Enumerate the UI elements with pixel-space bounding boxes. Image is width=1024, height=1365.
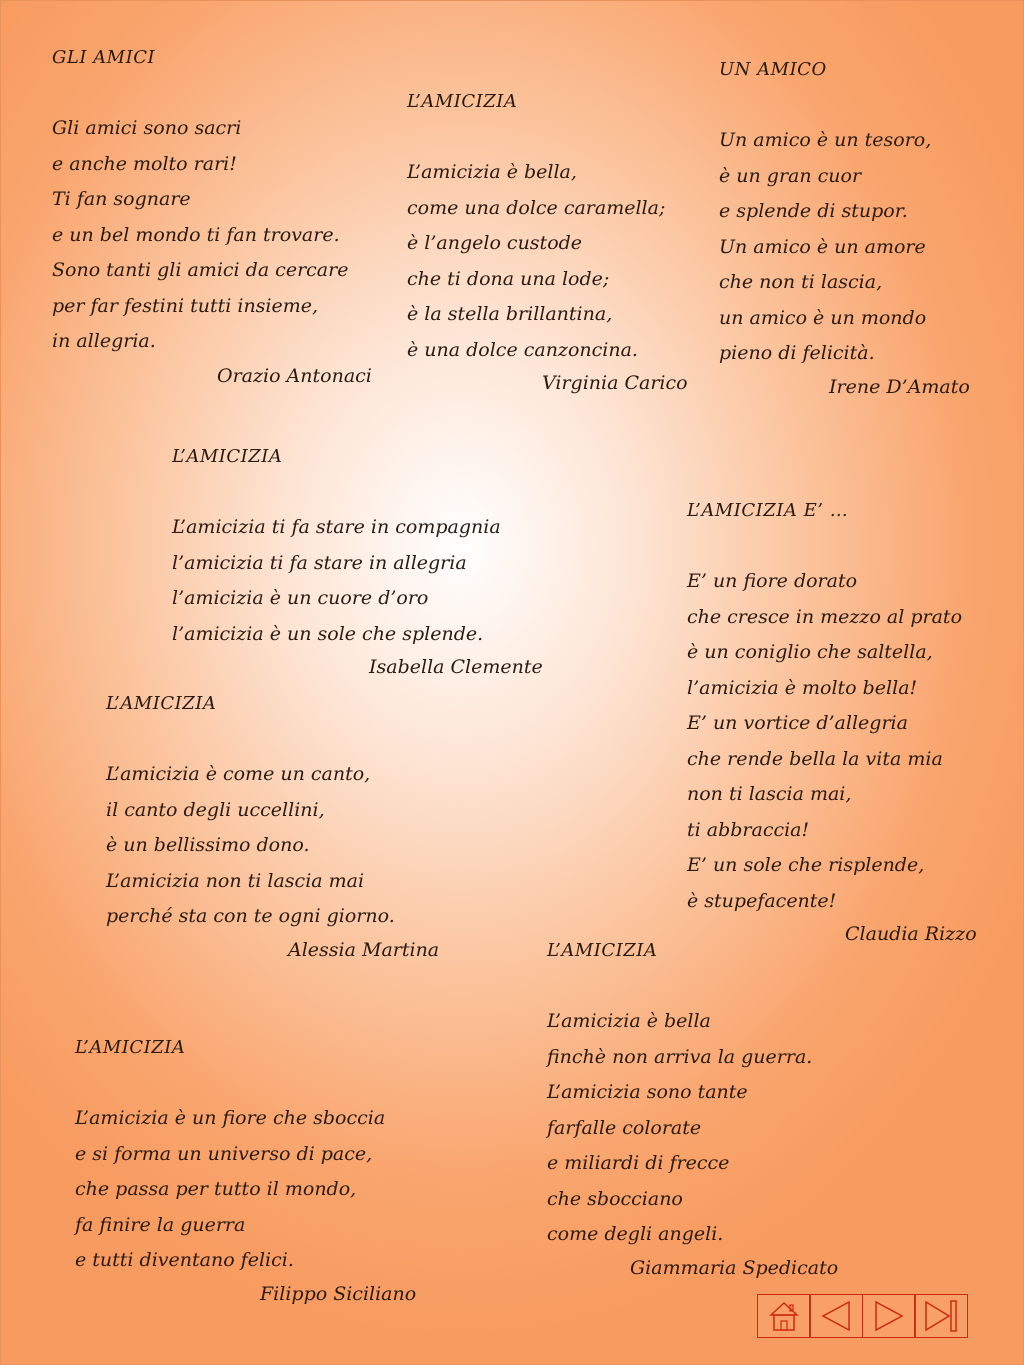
- poem-line: Un amico è un amore: [719, 235, 926, 258]
- poem-line: non ti lascia mai,: [687, 783, 852, 805]
- poem-author: Orazio Antonaci: [217, 365, 372, 387]
- poem-title: GLI AMICI: [52, 47, 156, 68]
- poem-line: è l’angelo custode: [407, 232, 583, 254]
- poem-line: Sono tanti gli amici da cercare: [52, 259, 349, 281]
- poem-line: fa finire la guerra: [75, 1213, 246, 1236]
- poem-line: Un amico è un tesoro,: [719, 129, 932, 151]
- poem-un-amico: [719, 52, 931, 372]
- poem-line: Gli amici sono sacri: [52, 117, 242, 139]
- poem-author: Giammaria Spedicato: [630, 1257, 839, 1279]
- poem-title: L’AMICIZIA E’ …: [687, 500, 849, 521]
- last-slide-button[interactable]: [914, 1294, 968, 1338]
- poem-line: l’amicizia ti fa stare in allegria: [172, 551, 467, 574]
- poem-line: l’amicizia è molto bella!: [687, 676, 918, 699]
- poem-line: che non ti lascia,: [719, 271, 883, 293]
- home-icon: [762, 1298, 806, 1334]
- slide-navigation: [758, 1294, 968, 1338]
- poem-title: L’AMICIZIA: [407, 91, 518, 112]
- poem-author: Alessia Martina: [288, 939, 440, 961]
- poem-line: perché sta con te ogni giorno.: [106, 905, 395, 927]
- next-slide-button[interactable]: [862, 1294, 916, 1338]
- poem-line: e miliardi di frecce: [547, 1152, 730, 1174]
- poem-line: l’amicizia è un cuore d’oro: [172, 587, 429, 609]
- poem-line: L’amicizia sono tante: [547, 1081, 748, 1103]
- poem-line: e splende di stupor.: [719, 200, 908, 222]
- poem-amicizia-clemente: [172, 439, 501, 652]
- poem-line: pieno di felicità.: [719, 342, 875, 364]
- poem-line: L’amicizia ti fa stare in compagnia: [172, 516, 501, 538]
- poem-line: ti abbraccia!: [687, 818, 810, 841]
- poem-author: Isabella Clemente: [369, 656, 543, 678]
- poem-title: L’AMICIZIA: [106, 693, 217, 714]
- poem-line: L’amicizia non ti lascia mai: [106, 869, 365, 892]
- poem-author: Claudia Rizzo: [845, 923, 977, 945]
- poem-line: Ti fan sognare: [52, 188, 191, 210]
- skip-end-icon: [919, 1298, 963, 1334]
- poem-line: L’amicizia è bella: [547, 1010, 711, 1032]
- poem-line: che passa per tutto il mondo,: [75, 1178, 357, 1200]
- poem-line: per far festini tutti insieme,: [52, 294, 319, 317]
- poem-gli-amici: [52, 40, 348, 360]
- poem-line: che cresce in mezzo al prato: [687, 605, 963, 628]
- poem-line: e anche molto rari!: [52, 152, 237, 175]
- poem-line: è un coniglio che saltella,: [687, 641, 933, 663]
- triangle-left-icon: [814, 1298, 858, 1334]
- poem-author: Irene D’Amato: [829, 376, 970, 398]
- poem-line: è una dolce canzoncina.: [407, 338, 638, 361]
- poem-line: e si forma un universo di pace,: [75, 1142, 373, 1165]
- poem-line: L’amicizia è bella,: [407, 161, 577, 183]
- poem-line: in allegria.: [52, 330, 156, 352]
- poem-line: farfalle colorate: [547, 1116, 702, 1139]
- poem-line: l’amicizia è un sole che splende.: [172, 622, 484, 645]
- poem-line: che sbocciano: [547, 1187, 683, 1210]
- poem-amicizia-e: [687, 493, 962, 919]
- poem-line: e tutti diventano felici.: [75, 1249, 294, 1271]
- poem-line: che ti dona una lode;: [407, 267, 610, 290]
- poem-line: e un bel mondo ti fan trovare.: [52, 223, 340, 246]
- poem-line: un amico è un mondo: [719, 306, 927, 329]
- poem-line: è la stella brillantina,: [407, 303, 613, 325]
- poem-line: è un bellissimo dono.: [106, 834, 310, 856]
- poem-line: E’ un fiore dorato: [687, 570, 858, 592]
- poem-amicizia-martina: [106, 686, 395, 935]
- poem-amicizia-spedicato: [547, 933, 812, 1253]
- poem-title: UN AMICO: [719, 59, 827, 80]
- poem-line: il canto degli uccellini,: [106, 798, 325, 821]
- poem-line: finchè non arriva la guerra.: [547, 1045, 813, 1068]
- poem-title: L’AMICIZIA: [547, 940, 658, 961]
- poem-author: Virginia Carico: [542, 372, 688, 394]
- poem-line: è stupefacente!: [687, 889, 837, 912]
- poem-line: come degli angeli.: [547, 1223, 724, 1245]
- poem-line: come una dolce caramella;: [407, 196, 666, 219]
- poem-author: Filippo Siciliano: [260, 1283, 417, 1305]
- poem-title: L’AMICIZIA: [172, 446, 283, 467]
- poem-line: è un gran cuor: [719, 164, 862, 187]
- previous-slide-button[interactable]: [809, 1294, 863, 1338]
- poem-line: L’amicizia è come un canto,: [106, 763, 371, 785]
- poem-line: E’ un vortice d’allegria: [687, 712, 908, 734]
- poem-line: E’ un sole che risplende,: [687, 854, 925, 876]
- poem-line: che rende bella la vita mia: [687, 747, 943, 770]
- poem-line: L’amicizia è un fiore che sboccia: [75, 1107, 386, 1129]
- poem-amicizia-siciliano: [75, 1030, 385, 1279]
- triangle-right-icon: [867, 1298, 911, 1334]
- poem-amicizia-carico: [407, 84, 665, 368]
- poem-title: L’AMICIZIA: [75, 1037, 186, 1058]
- home-button[interactable]: [757, 1294, 811, 1338]
